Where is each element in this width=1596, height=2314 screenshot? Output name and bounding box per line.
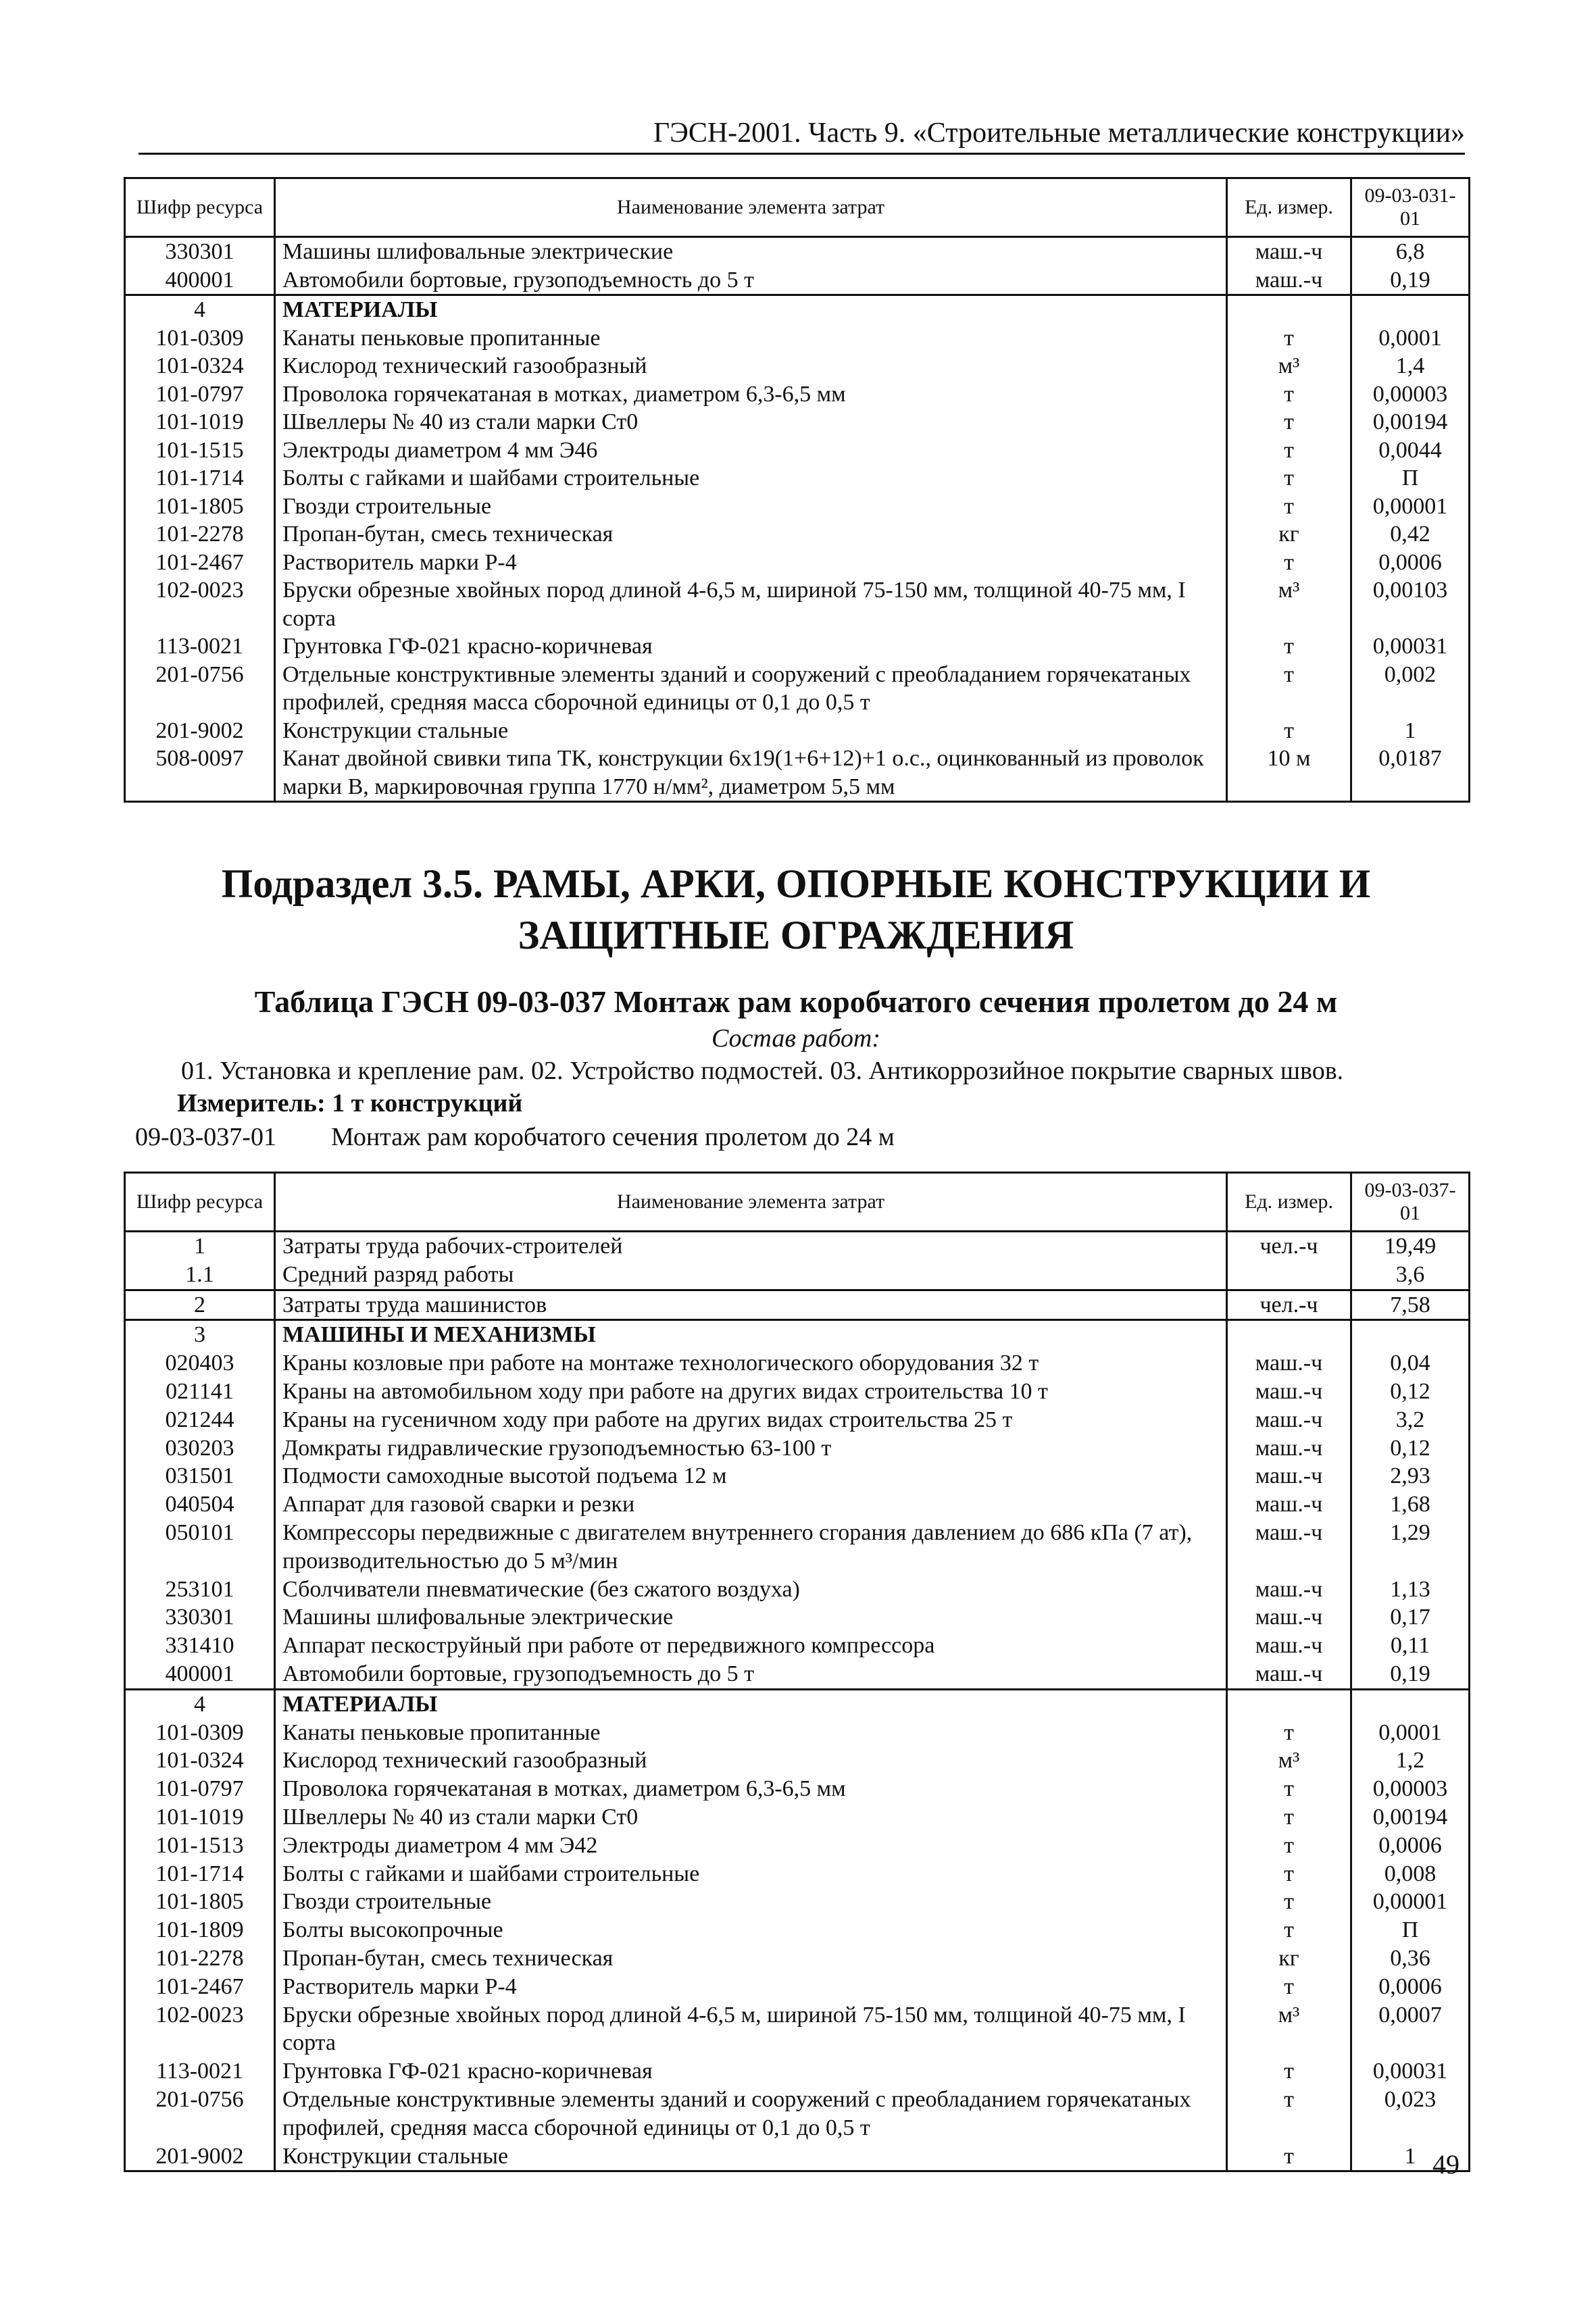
- unit-of-measure: маш.-ч: [1227, 1632, 1351, 1660]
- table-row: [125, 324, 1470, 353]
- resource-code: 101-1019: [125, 1803, 275, 1832]
- unit-of-measure: т: [1227, 1973, 1351, 2001]
- resource-code: 101-1809: [125, 1916, 275, 1944]
- unit-of-measure: т: [1227, 1888, 1351, 1916]
- unit-of-measure: кг: [1227, 520, 1351, 549]
- table-row: [125, 380, 1470, 409]
- unit-of-measure: т: [1227, 324, 1351, 353]
- norm-line: [135, 1122, 895, 1152]
- resource-code: 331410: [125, 1632, 275, 1660]
- resource-code: 3: [125, 1320, 275, 1349]
- resource-name: Краны на гусеничном ходу при работе на других видах строительства 25 т: [282, 1407, 1013, 1432]
- table-row: [125, 1232, 1470, 1261]
- resource-name: Затраты труда рабочих-строителей: [282, 1234, 623, 1259]
- norm-value: 1,29: [1390, 1519, 1430, 1545]
- resource-name: Гвозди строительные: [282, 493, 492, 519]
- norm-value: 0,00031: [1372, 634, 1448, 659]
- norm-value: 0,0187: [1378, 746, 1442, 771]
- resource-code: 253101: [125, 1576, 275, 1604]
- table-row: [125, 295, 1470, 324]
- resource-code: 1: [125, 1232, 275, 1261]
- resource-name: Болты с гайками и шайбами строительные: [282, 466, 700, 491]
- resource-name: Канаты пеньковые пропитанные: [282, 325, 601, 351]
- resource-name: Автомобили бортовые, грузоподъемность до 5 т: [282, 267, 755, 293]
- resource-table-1: [124, 177, 1470, 803]
- resource-code: 4: [125, 295, 275, 324]
- table-row: [125, 549, 1470, 577]
- table-row: [125, 408, 1470, 436]
- resource-code: 021244: [125, 1406, 275, 1434]
- resource-code: 1.1: [125, 1261, 275, 1290]
- resource-code: 040504: [125, 1490, 275, 1519]
- resource-code: 101-2278: [125, 520, 275, 549]
- page-number: 49: [1432, 2149, 1460, 2180]
- header-unit: Ед. измер.: [1227, 178, 1351, 237]
- unit-of-measure: [1227, 1320, 1351, 1349]
- table-row: [125, 1944, 1470, 1973]
- table-row: [125, 1660, 1470, 1689]
- norm-value: 0,00194: [1372, 1804, 1448, 1830]
- table-row: [125, 1378, 1470, 1406]
- norm-value: 0,00194: [1372, 409, 1448, 434]
- table-row: [125, 1689, 1470, 1718]
- table-body: [125, 1232, 1470, 2171]
- table-row: [125, 237, 1470, 266]
- norm-value: 2,93: [1390, 1463, 1430, 1489]
- unit-of-measure: [1227, 1261, 1351, 1290]
- norm-value: 0,002: [1384, 661, 1437, 687]
- table-row: [125, 632, 1470, 661]
- norm-value: 0,0006: [1378, 549, 1442, 575]
- running-header: ГЭСН-2001. Часть 9. «Строительные металлические конструкции»: [653, 118, 1465, 149]
- header-name: Наименование элемента затрат: [275, 178, 1227, 237]
- norm-value: 3,6: [1395, 1261, 1425, 1287]
- resource-code: 031501: [125, 1462, 275, 1490]
- table-row: [125, 1519, 1470, 1576]
- table-row: [125, 1290, 1470, 1320]
- table-row: [125, 1860, 1470, 1888]
- resource-code: 101-1515: [125, 436, 275, 465]
- resource-code: 400001: [125, 266, 275, 295]
- unit-of-measure: м³: [1227, 352, 1351, 380]
- table-row: [125, 266, 1470, 295]
- unit-of-measure: кг: [1227, 1944, 1351, 1973]
- resource-code: 101-2467: [125, 1973, 275, 2001]
- table-row: [125, 1746, 1470, 1775]
- norm-value: 0,00103: [1372, 578, 1448, 603]
- table-row: [125, 576, 1470, 632]
- table-header-row: [125, 1173, 1470, 1232]
- resource-name: МАТЕРИАЛЫ: [275, 295, 1227, 324]
- unit-of-measure: т: [1227, 2142, 1351, 2171]
- norm-value: 0,04: [1390, 1351, 1430, 1376]
- table-row: [125, 2057, 1470, 2086]
- unit-of-measure: чел.-ч: [1227, 1232, 1351, 1261]
- resource-name: Конструкции стальные: [282, 2143, 509, 2169]
- unit-of-measure: маш.-ч: [1227, 1519, 1351, 1576]
- resource-name: МАШИНЫ И МЕХАНИЗМЫ: [275, 1320, 1227, 1349]
- header-code: Шифр ресурса: [125, 1173, 275, 1232]
- table-row: [125, 1603, 1470, 1632]
- resource-name: Автомобили бортовые, грузоподъемность до 5 т: [282, 1661, 755, 1686]
- norm-value: 1: [1404, 2143, 1416, 2169]
- norm-value: 0,0006: [1378, 1832, 1442, 1858]
- header-unit: Ед. измер.: [1227, 1173, 1351, 1232]
- unit-of-measure: т: [1227, 661, 1351, 717]
- header-name: Наименование элемента затрат: [275, 1173, 1227, 1232]
- unit-of-measure: т: [1227, 717, 1351, 745]
- header-rule: [139, 153, 1465, 155]
- resource-name: Отдельные конструктивные элементы зданий и сооружений с преобладанием горячекатаных профилей, средняя масса сборочной единицы от 0,1 до 0,5 т: [282, 661, 1191, 715]
- resource-name: Проволока горячекатаная в мотках, диаметром 6,3-6,5 мм: [282, 1776, 846, 1802]
- table-row: [125, 1803, 1470, 1832]
- norm-value: 0,00001: [1372, 493, 1448, 519]
- unit-of-measure: маш.-ч: [1227, 1349, 1351, 1378]
- norm-value: 1,4: [1395, 353, 1425, 378]
- resource-table-2: [124, 1172, 1470, 2172]
- resource-name: Машины шлифовальные электрические: [282, 1605, 674, 1630]
- norm-value: 0,00003: [1372, 381, 1448, 407]
- resource-code: 201-9002: [125, 717, 275, 745]
- table-row: [125, 2086, 1470, 2142]
- norm-value: П: [1401, 1917, 1419, 1943]
- norm-value: 0,12: [1390, 1378, 1430, 1404]
- unit-of-measure: [1227, 295, 1351, 324]
- norm-value: 1,13: [1390, 1576, 1430, 1602]
- resource-name: Кислород технический газообразный: [282, 1748, 647, 1774]
- unit-of-measure: т: [1227, 632, 1351, 661]
- resource-name: Пропан-бутан, смесь техническая: [282, 522, 614, 547]
- resource-code: 330301: [125, 237, 275, 266]
- norm-value: 0,0044: [1378, 437, 1442, 463]
- table-row: [125, 745, 1470, 802]
- resource-code: 400001: [125, 1660, 275, 1689]
- resource-name: Затраты труда машинистов: [275, 1290, 1227, 1320]
- resource-name: Конструкции стальные: [282, 718, 509, 743]
- table-title: Таблица ГЭСН 09-03-037 Монтаж рам коробчатого сечения пролетом до 24 м: [254, 984, 1338, 1019]
- norm-value: 0,36: [1390, 1945, 1430, 1971]
- table-row: [125, 1490, 1470, 1519]
- norm-value: П: [1401, 466, 1419, 491]
- resource-name: Швеллеры № 40 из стали марки Ст0: [282, 409, 639, 434]
- resource-code: 101-0797: [125, 380, 275, 409]
- resource-name: Растворитель марки Р-4: [282, 549, 517, 575]
- resource-code: 101-0797: [125, 1775, 275, 1803]
- norm-value: 3,2: [1395, 1407, 1425, 1432]
- resource-name: Машины шлифовальные электрические: [282, 239, 674, 264]
- resource-code: 101-0309: [125, 1719, 275, 1747]
- norm-value: 0,12: [1390, 1435, 1430, 1461]
- norm-value: 0,00001: [1372, 1889, 1448, 1915]
- unit-of-measure: т: [1227, 1775, 1351, 1803]
- norm-code: 09-03-037-01: [135, 1123, 276, 1151]
- resource-code: 201-0756: [125, 2086, 275, 2142]
- resource-code: 101-2467: [125, 549, 275, 577]
- table-row: [125, 520, 1470, 549]
- table-row: [125, 1888, 1470, 1916]
- unit-of-measure: т: [1227, 549, 1351, 577]
- norm-value: 0,00003: [1372, 1776, 1448, 1802]
- unit-of-measure: т: [1227, 493, 1351, 521]
- unit-of-measure: маш.-ч: [1227, 1576, 1351, 1604]
- norm-value: 6,8: [1395, 239, 1425, 264]
- resource-code: 113-0021: [125, 2057, 275, 2086]
- resource-name: Аппарат для газовой сварки и резки: [282, 1492, 635, 1517]
- table-row: [125, 1576, 1470, 1604]
- unit-of-measure: т: [1227, 1860, 1351, 1888]
- unit-of-measure: т: [1227, 1719, 1351, 1747]
- resource-code: 101-0324: [125, 352, 275, 380]
- unit-of-measure: маш.-ч: [1227, 1462, 1351, 1490]
- resource-name: Канат двойной свивки типа ТК, конструкции 6х19(1+6+12)+1 о.с., оцинкованный из проволок марки В, маркировочная группа 1770 н/мм², диаметром 5,5 мм: [282, 746, 1204, 799]
- table-header-row: [125, 178, 1470, 237]
- resource-code: 101-0309: [125, 324, 275, 353]
- resource-code: 4: [125, 1689, 275, 1718]
- norm-value: 0,17: [1390, 1605, 1430, 1630]
- norm-value: 0,19: [1390, 267, 1430, 293]
- resource-name: Кислород технический газообразный: [282, 353, 647, 378]
- table-row: [125, 1632, 1470, 1660]
- resource-code: 201-0756: [125, 661, 275, 717]
- norm-value: 0,0001: [1378, 325, 1442, 351]
- norm-value: [1351, 295, 1470, 324]
- unit-of-measure: маш.-ч: [1227, 266, 1351, 295]
- resource-name: Канаты пеньковые пропитанные: [282, 1719, 601, 1745]
- resource-code: 201-9002: [125, 2142, 275, 2171]
- resource-code: 508-0097: [125, 745, 275, 802]
- header-norm: 09-03-031-01: [1351, 178, 1470, 237]
- resource-name: Электроды диаметром 4 мм Э42: [282, 1832, 598, 1858]
- resource-code: 101-1513: [125, 1832, 275, 1860]
- resource-name: Средний разряд работы: [282, 1261, 514, 1287]
- unit-of-measure: м³: [1227, 576, 1351, 632]
- norm-value: 1,2: [1395, 1748, 1425, 1774]
- table-row: [125, 1916, 1470, 1944]
- table-row: [125, 1434, 1470, 1463]
- resource-name: Краны козловые при работе на монтаже технологического оборудования 32 т: [282, 1351, 1039, 1376]
- norm-value: 0,11: [1390, 1633, 1430, 1659]
- resource-name: Электроды диаметром 4 мм Э46: [282, 437, 598, 463]
- resource-code: 330301: [125, 1603, 275, 1632]
- unit-of-measure: маш.-ч: [1227, 1603, 1351, 1632]
- table-body: [125, 237, 1470, 802]
- norm-value: 0,00031: [1372, 2059, 1448, 2084]
- table-row: [125, 436, 1470, 465]
- unit-of-measure: маш.-ч: [1227, 1378, 1351, 1406]
- unit-of-measure: т: [1227, 1916, 1351, 1944]
- resource-name: Отдельные конструктивные элементы зданий и сооружений с преобладанием горячекатаных профилей, средняя масса сборочной единицы от 0,1 до 0,5 т: [282, 2086, 1191, 2140]
- norm-value: 0,42: [1390, 522, 1430, 547]
- norm-value: 0,0001: [1378, 1719, 1442, 1745]
- resource-name: Бруски обрезные хвойных пород длиной 4-6,5 м, шириной 75-150 мм, толщиной 40-75 мм, I сорта: [282, 578, 1186, 631]
- resource-code: 021141: [125, 1378, 275, 1406]
- resource-name: Домкраты гидравлические грузоподъемностью 63-100 т: [282, 1435, 832, 1461]
- resource-name: Краны на автомобильном ходу при работе на других видах строительства 10 т: [282, 1378, 1048, 1404]
- resource-name: Компрессоры передвижные с двигателем внутреннего сгорания давлением до 686 кПа (7 ат), производительностью до 5 м³/мин: [282, 1519, 1193, 1574]
- norm-value: 1,68: [1390, 1492, 1430, 1517]
- resource-name: Проволока горячекатаная в мотках, диаметром 6,3-6,5 мм: [282, 381, 846, 407]
- resource-code: 020403: [125, 1349, 275, 1378]
- resource-code: 101-1805: [125, 1888, 275, 1916]
- table-row: [125, 2142, 1470, 2171]
- norm-value: [1351, 1689, 1470, 1718]
- resource-code: 101-1805: [125, 493, 275, 521]
- table-row: [125, 1719, 1470, 1747]
- table-row: [125, 1406, 1470, 1434]
- table-row: [125, 2001, 1470, 2058]
- unit-of-measure: т: [1227, 1832, 1351, 1860]
- norm-value: [1351, 1320, 1470, 1349]
- table-row: [125, 1832, 1470, 1860]
- unit-of-measure: [1227, 1689, 1351, 1718]
- resource-name: Подмости самоходные высотой подъема 12 м: [282, 1463, 727, 1489]
- table-row: [125, 1349, 1470, 1378]
- unit-of-measure: маш.-ч: [1227, 1490, 1351, 1519]
- resource-name: Растворитель марки Р-4: [282, 1973, 517, 1999]
- resource-code: 102-0023: [125, 576, 275, 632]
- resource-name: Грунтовка ГФ-021 красно-коричневая: [282, 634, 653, 659]
- resource-code: 102-0023: [125, 2001, 275, 2058]
- resource-name: Болты с гайками и шайбами строительные: [282, 1861, 700, 1886]
- resource-name: Бруски обрезные хвойных пород длиной 4-6,5 м, шириной 75-150 мм, толщиной 40-75 мм, I сорта: [282, 2002, 1186, 2056]
- unit-of-measure: м³: [1227, 1746, 1351, 1775]
- table-row: [125, 1973, 1470, 2001]
- table-row: [125, 717, 1470, 745]
- unit-of-measure: м³: [1227, 2001, 1351, 2058]
- composition-text: 01. Установка и крепление рам. 02. Устройство подмостей. 03. Антикоррозийное покрытие сварных швов.: [181, 1057, 1344, 1085]
- norm-value: 1: [1404, 718, 1416, 743]
- norm-value: 0,023: [1384, 2086, 1437, 2112]
- unit-of-measure: т: [1227, 436, 1351, 465]
- table-row: [125, 1462, 1470, 1490]
- composition-heading: Состав работ:: [711, 1024, 881, 1053]
- resource-code: 101-0324: [125, 1746, 275, 1775]
- table-row: [125, 1775, 1470, 1803]
- resource-code: 050101: [125, 1519, 275, 1576]
- header-norm: 09-03-037-01: [1351, 1173, 1470, 1232]
- table-row: [125, 464, 1470, 493]
- unit-of-measure: т: [1227, 2086, 1351, 2142]
- resource-code: 101-1714: [125, 1860, 275, 1888]
- resource-name: Болты высокопрочные: [282, 1917, 503, 1943]
- norm-value: 0,008: [1384, 1861, 1437, 1886]
- unit-of-measure: т: [1227, 2057, 1351, 2086]
- norm-value: 0,19: [1390, 1661, 1430, 1686]
- resource-name: МАТЕРИАЛЫ: [275, 1689, 1227, 1718]
- unit-of-measure: маш.-ч: [1227, 1434, 1351, 1463]
- table-row: [125, 493, 1470, 521]
- resource-code: 101-1019: [125, 408, 275, 436]
- table-row: [125, 352, 1470, 380]
- resource-code: 030203: [125, 1434, 275, 1463]
- resource-code: 113-0021: [125, 632, 275, 661]
- unit-of-measure: 10 м: [1227, 745, 1351, 802]
- measurement-unit: Измеритель: 1 т конструкций: [177, 1089, 523, 1117]
- resource-code: 101-1714: [125, 464, 275, 493]
- resource-name: Швеллеры № 40 из стали марки Ст0: [282, 1804, 639, 1830]
- subsection-title: Подраздел 3.5. РАМЫ, АРКИ, ОПОРНЫЕ КОНСТРУКЦИИ И ЗАЩИТНЫЕ ОГРАЖДЕНИЯ: [221, 861, 1371, 957]
- resource-name: Грунтовка ГФ-021 красно-коричневая: [282, 2059, 653, 2084]
- norm-value: 7,58: [1351, 1290, 1470, 1320]
- header-code: Шифр ресурса: [125, 178, 275, 237]
- norm-name: Монтаж рам коробчатого сечения пролетом до 24 м: [331, 1123, 895, 1151]
- table-row: [125, 1320, 1470, 1349]
- unit-of-measure: маш.-ч: [1227, 237, 1351, 266]
- unit-of-measure: чел.-ч: [1227, 1290, 1351, 1320]
- resource-name: Аппарат пескоструйный при работе от передвижного компрессора: [282, 1633, 935, 1659]
- norm-value: 19,49: [1384, 1234, 1437, 1259]
- unit-of-measure: маш.-ч: [1227, 1406, 1351, 1434]
- resource-name: Гвозди строительные: [282, 1889, 492, 1915]
- unit-of-measure: т: [1227, 464, 1351, 493]
- norm-value: 0,0007: [1378, 2002, 1442, 2028]
- resource-code: 2: [125, 1290, 275, 1320]
- unit-of-measure: т: [1227, 408, 1351, 436]
- resource-name: Сболчиватели пневматические (без сжатого воздуха): [282, 1576, 800, 1602]
- resource-code: 101-2278: [125, 1944, 275, 1973]
- table-row: [125, 1261, 1470, 1290]
- resource-name: Пропан-бутан, смесь техническая: [282, 1945, 614, 1971]
- unit-of-measure: т: [1227, 380, 1351, 409]
- table-row: [125, 661, 1470, 717]
- unit-of-measure: маш.-ч: [1227, 1660, 1351, 1689]
- norm-value: 0,0006: [1378, 1973, 1442, 1999]
- unit-of-measure: т: [1227, 1803, 1351, 1832]
